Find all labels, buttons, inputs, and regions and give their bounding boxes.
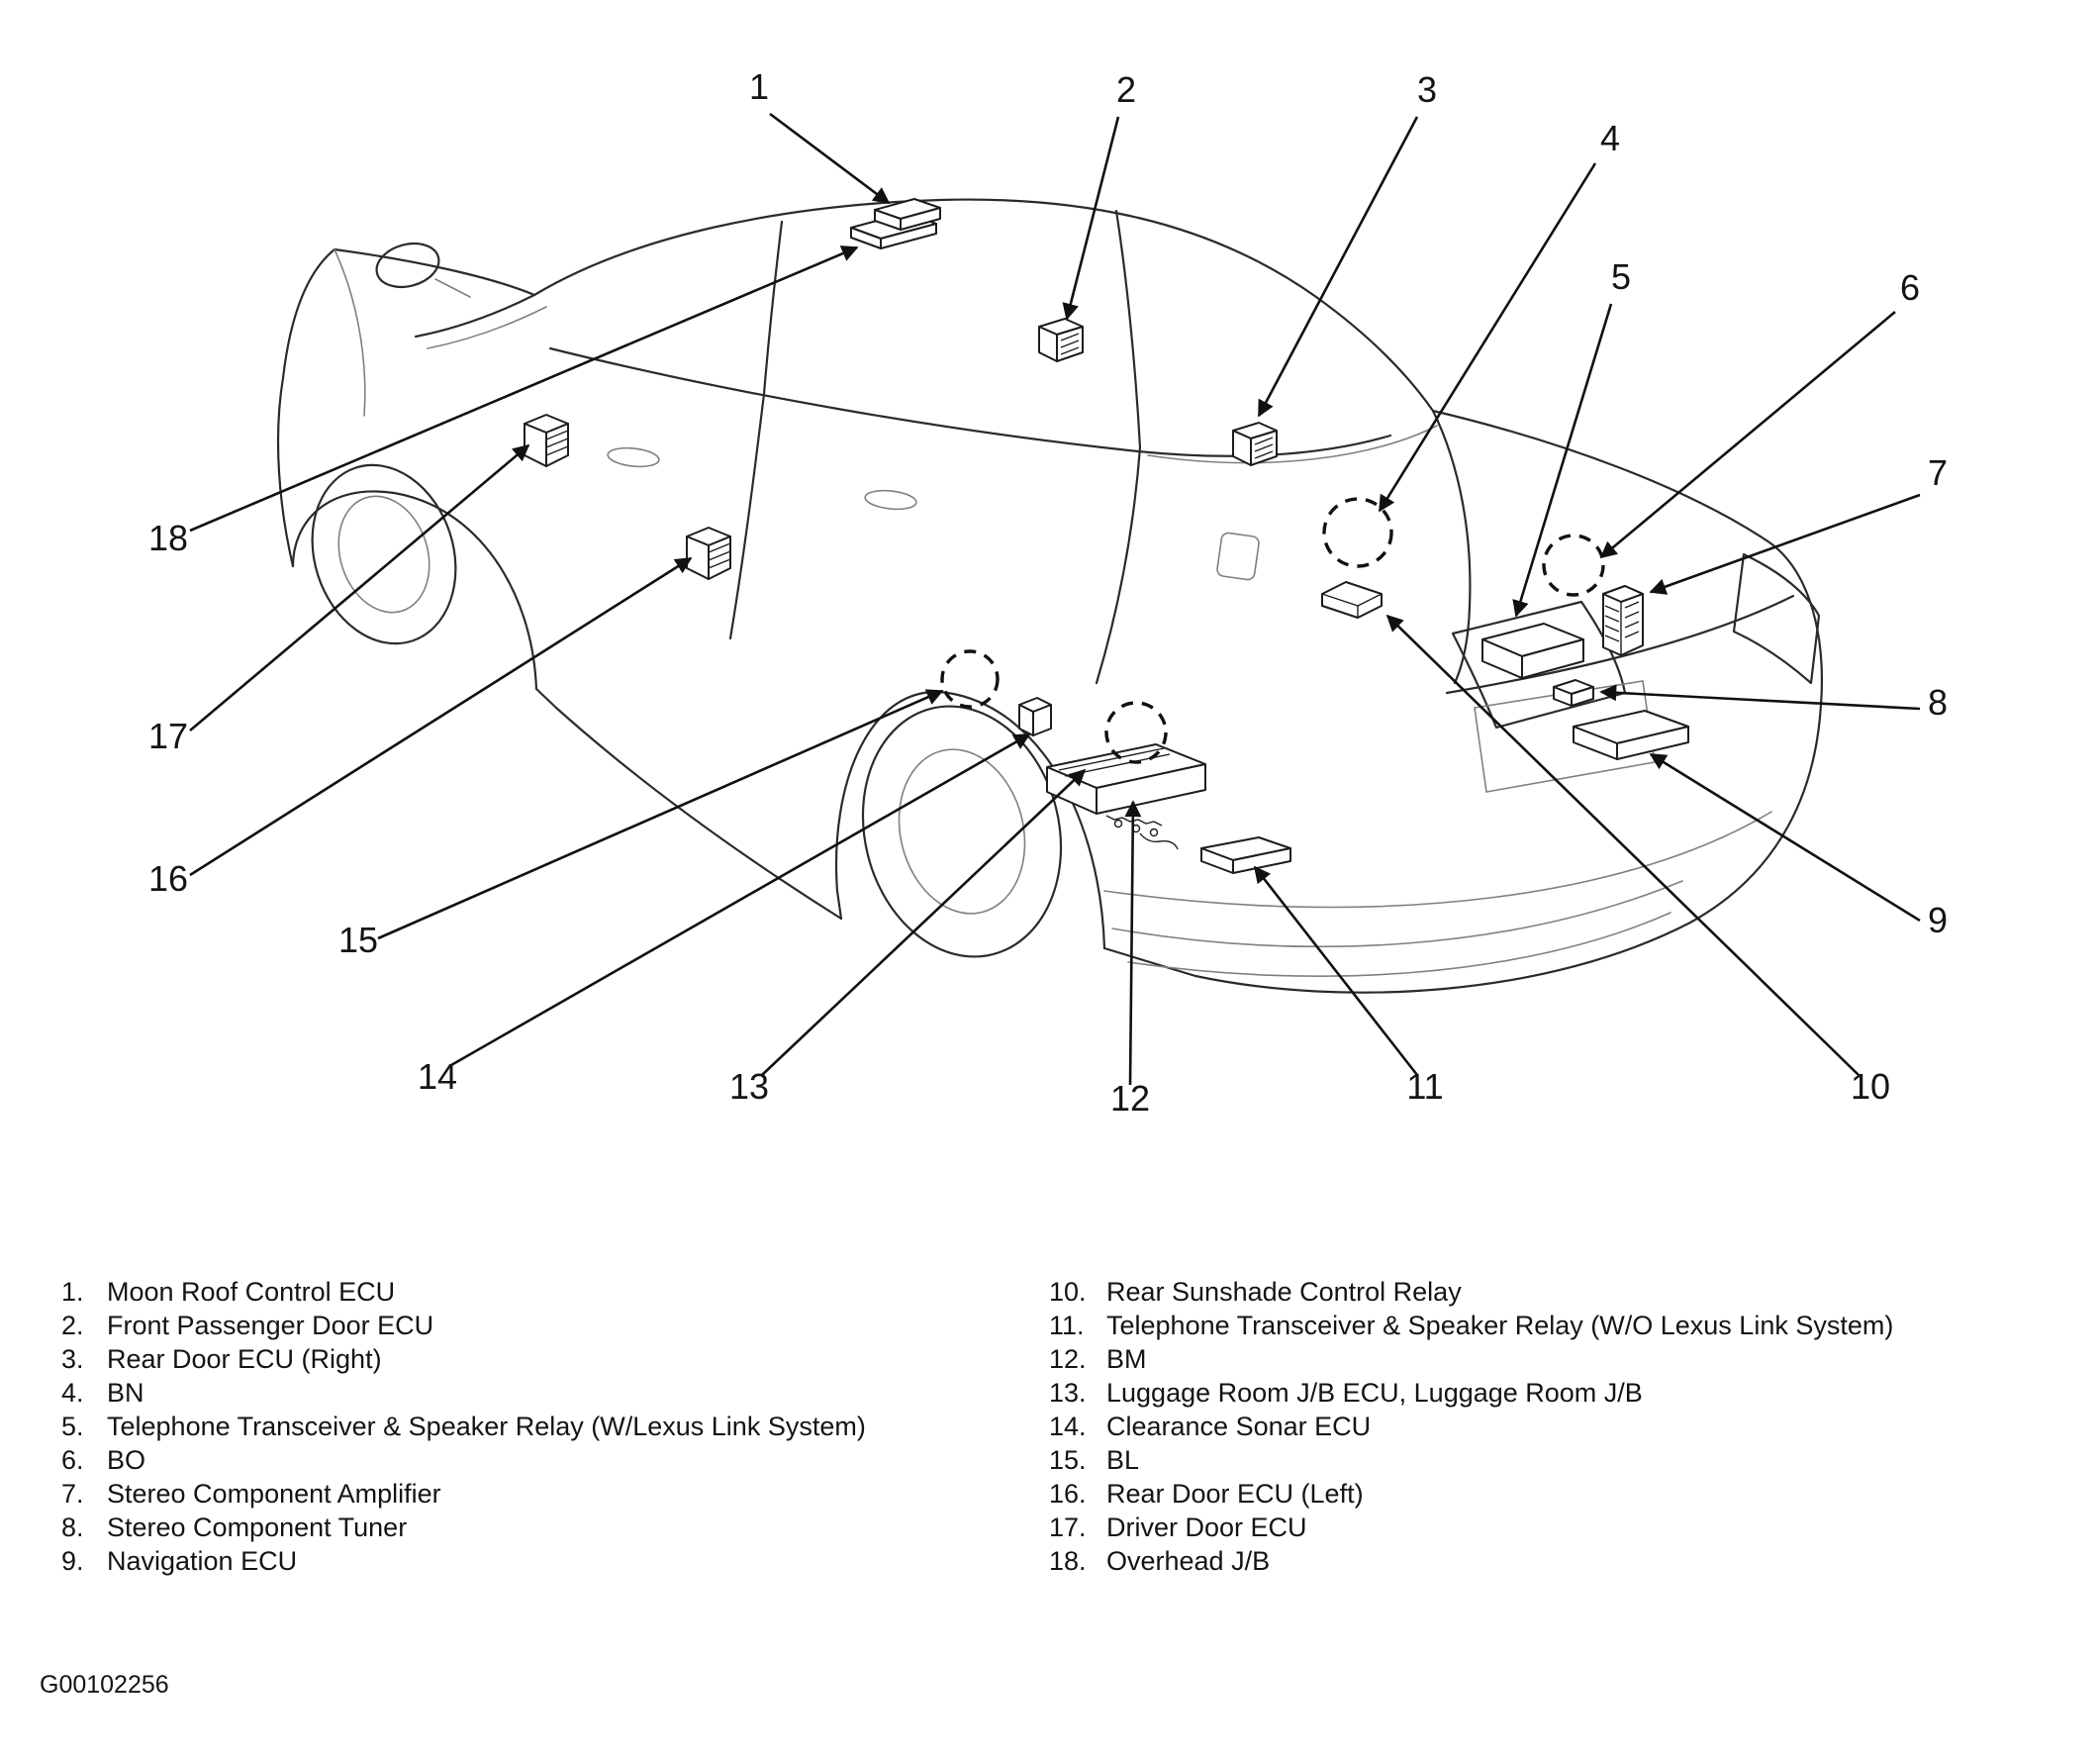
component-bn-bracket xyxy=(1322,582,1382,618)
legend-item-number: 15. xyxy=(1049,1445,1087,1475)
component-driver-door-ecu xyxy=(525,415,568,466)
callout-number-6: 6 xyxy=(1899,267,1921,308)
callout-number-7: 7 xyxy=(1927,452,1949,493)
callout-17 xyxy=(148,445,528,756)
legend-item-label: Rear Sunshade Control Relay xyxy=(1106,1277,1462,1307)
legend-item-number: 8. xyxy=(61,1513,84,1542)
callout-number-16: 16 xyxy=(147,858,189,899)
callout-number-9: 9 xyxy=(1927,900,1949,940)
legend-item-number: 6. xyxy=(61,1445,84,1475)
legend-item-1 xyxy=(61,1275,1011,1309)
legend-item-8 xyxy=(61,1511,1011,1544)
legend-item-label: BM xyxy=(1106,1344,1147,1374)
legend-item-5 xyxy=(61,1410,1011,1443)
legend-item-label: Rear Door ECU (Right) xyxy=(107,1344,382,1374)
callout-number-1: 1 xyxy=(748,66,770,107)
figure-code: G00102256 xyxy=(40,1671,169,1699)
legend-item-label: Navigation ECU xyxy=(107,1546,298,1576)
legend-item-number: 7. xyxy=(61,1479,84,1509)
legend-item-7 xyxy=(61,1477,1011,1511)
callout-15 xyxy=(338,691,942,960)
callout-10 xyxy=(1387,616,1890,1107)
callout-5 xyxy=(1516,256,1631,616)
legend-item-label: Stereo Component Amplifier xyxy=(107,1479,441,1509)
legend-item-number: 11. xyxy=(1049,1311,1085,1340)
legend-item-number: 18. xyxy=(1049,1546,1087,1576)
legend-item-number: 13. xyxy=(1049,1378,1087,1408)
callout-11 xyxy=(1255,867,1444,1107)
car-outline-drawing xyxy=(278,200,1822,993)
callout-14 xyxy=(418,734,1029,1097)
component-luggage-room-jb xyxy=(1047,744,1205,849)
callout-number-4: 4 xyxy=(1599,118,1621,158)
callout-7 xyxy=(1651,452,1948,592)
component-navigation-ecu xyxy=(1574,711,1688,759)
legend-item-label: Front Passenger Door ECU xyxy=(107,1311,434,1340)
component-rear-door-ecu-left xyxy=(687,528,730,579)
legend-item-label: BL xyxy=(1106,1445,1140,1475)
legend-item-label: Luggage Room J/B ECU, Luggage Room J/B xyxy=(1106,1378,1643,1408)
component-telephone-speaker-relay-wo-link xyxy=(1201,837,1290,873)
legend-column-right xyxy=(1049,1275,2078,1578)
legend-item-12 xyxy=(1049,1342,2078,1376)
legend-item-17 xyxy=(1049,1511,2078,1544)
legend-item-label: Stereo Component Tuner xyxy=(107,1513,408,1542)
legend-item-2 xyxy=(61,1309,1011,1342)
legend-item-label: Driver Door ECU xyxy=(1106,1513,1307,1542)
legend-item-number: 16. xyxy=(1049,1479,1087,1509)
legend-item-number: 17. xyxy=(1049,1513,1087,1542)
callout-number-13: 13 xyxy=(728,1066,770,1107)
component-clearance-sonar-ecu xyxy=(1019,698,1051,735)
component-stereo-amplifier xyxy=(1603,586,1643,655)
legend-column-left xyxy=(61,1275,1011,1578)
legend-item-15 xyxy=(1049,1443,2078,1477)
legend-item-13 xyxy=(1049,1376,2078,1410)
callout-16 xyxy=(148,558,691,899)
legend-item-number: 3. xyxy=(61,1344,84,1374)
callout-18 xyxy=(148,247,857,558)
legend-item-label: Overhead J/B xyxy=(1106,1546,1271,1576)
legend-item-14 xyxy=(1049,1410,2078,1443)
dashed-circle-bo xyxy=(1544,536,1603,595)
legend-item-label: Moon Roof Control ECU xyxy=(107,1277,396,1307)
legend-item-3 xyxy=(61,1342,1011,1376)
legend-item-number: 5. xyxy=(61,1412,84,1441)
callout-number-14: 14 xyxy=(417,1056,458,1097)
callout-number-11: 11 xyxy=(1406,1066,1444,1107)
component-front-passenger-door-ecu xyxy=(1039,319,1083,361)
legend-item-number: 10. xyxy=(1049,1277,1087,1307)
callout-number-5: 5 xyxy=(1610,256,1632,297)
callout-number-17: 17 xyxy=(147,716,189,756)
callout-3 xyxy=(1259,69,1437,416)
callout-number-3: 3 xyxy=(1416,69,1438,110)
legend-item-label: Telephone Transceiver & Speaker Relay (W/Lexus Link System) xyxy=(107,1412,866,1441)
legend-item-label: Telephone Transceiver & Speaker Relay (W/O Lexus Link System) xyxy=(1106,1311,1894,1340)
legend-item-16 xyxy=(1049,1477,2078,1511)
legend-item-6 xyxy=(61,1443,1011,1477)
legend-item-18 xyxy=(1049,1544,2078,1578)
callout-number-18: 18 xyxy=(147,518,189,558)
legend-item-number: 2. xyxy=(61,1311,84,1340)
component-moonroof-ecu-overhead-jb xyxy=(851,199,940,248)
legend-item-number: 4. xyxy=(61,1378,84,1408)
legend-item-number: 1. xyxy=(61,1277,84,1307)
legend-item-4 xyxy=(61,1376,1011,1410)
legend-item-label: BO xyxy=(107,1445,146,1475)
legend-item-label: Rear Door ECU (Left) xyxy=(1106,1479,1364,1509)
callout-number-12: 12 xyxy=(1109,1078,1151,1119)
callout-4 xyxy=(1380,118,1620,511)
component-rear-door-ecu-right xyxy=(1233,423,1277,465)
legend-item-number: 12. xyxy=(1049,1344,1087,1374)
legend-item-label: Clearance Sonar ECU xyxy=(1106,1412,1372,1441)
callout-9 xyxy=(1651,754,1948,940)
callout-number-15: 15 xyxy=(337,920,379,960)
legend-item-11 xyxy=(1049,1309,2078,1342)
legend-item-10 xyxy=(1049,1275,2078,1309)
callout-6 xyxy=(1601,267,1920,557)
legend-item-number: 14. xyxy=(1049,1412,1087,1441)
callout-13 xyxy=(729,770,1085,1107)
legend-item-label: BN xyxy=(107,1378,144,1408)
legend-item-9 xyxy=(61,1544,1011,1578)
callout-1 xyxy=(749,66,889,203)
callout-number-2: 2 xyxy=(1115,69,1137,110)
legend-item-number: 9. xyxy=(61,1546,84,1576)
callout-number-8: 8 xyxy=(1927,682,1949,723)
callout-number-10: 10 xyxy=(1850,1066,1891,1107)
